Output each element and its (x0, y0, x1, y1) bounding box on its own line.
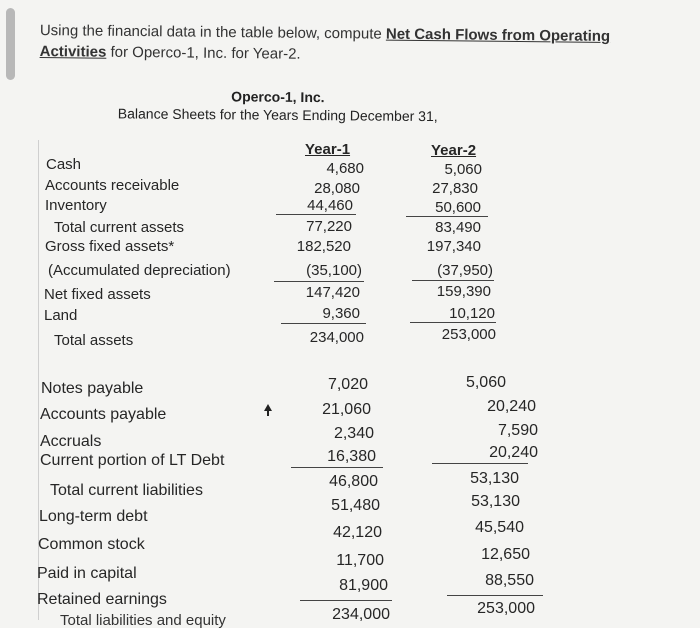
gross-fixed-assets-year1: 182,520 (296, 238, 351, 255)
long-term-debt-year1: 51,480 (331, 497, 380, 514)
accruals-year1: 2,340 (333, 425, 374, 442)
question-emphasis: Net Cash Flows from Operating Activities (39, 25, 611, 61)
long-term-debt-year2: 53,130 (471, 493, 520, 510)
inventory-year2: 50,600 (435, 199, 481, 216)
accumulated-depreciation-year1: (35,100) (306, 262, 362, 279)
row-label-cash: Cash (46, 156, 82, 173)
net-rule-year2 (412, 280, 494, 281)
net-rule-year1 (274, 281, 364, 282)
accruals-year2: 7,590 (497, 422, 538, 439)
total-assets-year1: 234,000 (309, 329, 364, 346)
common-stock-year1: 42,120 (333, 524, 382, 541)
retained-earnings-year2: 88,550 (485, 572, 534, 589)
row-label-paid-in-capital: Paid in capital (37, 565, 137, 582)
total-current-liabilities-year2: 53,130 (470, 470, 519, 487)
row-label-net-fixed-assets: Net fixed assets (44, 286, 151, 303)
row-label-current-portion-lt-debt: Current portion of LT Debt (40, 452, 225, 469)
land-year2: 10,120 (449, 305, 495, 322)
question-suffix: for Operco-1, Inc. for Year-2. (106, 43, 301, 63)
column-header-year2: Year-2 (431, 142, 477, 159)
total-current-liabilities-year1: 46,800 (329, 473, 378, 490)
total-current-assets-year1: 77,220 (306, 218, 352, 235)
row-label-accumulated-depreciation: (Accumulated depreciation) (48, 262, 231, 279)
row-label-total-liabilities-and-equity: Total liabilities and equity (60, 612, 226, 628)
paid-in-capital-year2: 12,650 (481, 546, 530, 563)
total-rule-year2 (410, 322, 496, 323)
row-label-common-stock: Common stock (38, 536, 145, 553)
row-label-gross-fixed-assets: Gross fixed assets* (45, 238, 175, 255)
row-label-notes-payable: Notes payable (41, 380, 144, 397)
total-liabilities-equity-year1: 234,000 (332, 606, 390, 623)
accounts-payable-year1: 21,060 (322, 401, 371, 418)
row-label-long-term-debt: Long-term debt (39, 508, 148, 525)
row-label-total-current-liabilities: Total current liabilities (50, 482, 203, 499)
row-label-land: Land (44, 307, 78, 324)
row-label-inventory: Inventory (45, 197, 107, 214)
row-label-retained-earnings: Retained earnings (37, 591, 167, 608)
notes-payable-year2: 5,060 (465, 374, 506, 391)
common-stock-year2: 45,540 (475, 519, 524, 536)
company-name: Operco-1, Inc. (231, 88, 325, 106)
total-liabilities-equity-year2: 253,000 (477, 600, 535, 617)
subtotal-rule-year2 (406, 216, 488, 217)
liabilities-subtotal-rule-year2 (432, 463, 528, 464)
column-header-year1: Year-1 (305, 141, 351, 158)
accounts-receivable-year1: 28,080 (314, 180, 360, 197)
notes-payable-year1: 7,020 (327, 376, 368, 393)
accumulated-depreciation-year2: (37,950) (437, 262, 493, 279)
accounts-receivable-year2: 27,830 (432, 180, 478, 197)
paid-in-capital-year1: 11,700 (336, 552, 384, 569)
net-fixed-assets-year2: 159,390 (436, 283, 491, 300)
cash-year1: 4,680 (326, 160, 364, 177)
question-prefix: Using the financial data in the table below, compute (39, 21, 387, 43)
land-year1: 9,360 (322, 305, 360, 322)
liabilities-subtotal-rule-year1 (291, 467, 383, 468)
row-label-accounts-payable: Accounts payable (40, 406, 167, 423)
subtotal-rule-year1 (276, 214, 356, 215)
row-label-accruals: Accruals (40, 433, 102, 450)
cash-year2: 5,060 (444, 161, 482, 178)
net-fixed-assets-year1: 147,420 (305, 284, 360, 301)
total-assets-year2: 253,000 (441, 326, 496, 343)
grand-total-rule-year2 (447, 595, 543, 596)
inventory-year1: 44,460 (307, 197, 353, 214)
retained-earnings-year1: 81,900 (339, 577, 388, 594)
gross-fixed-assets-year2: 197,340 (426, 238, 481, 255)
row-label-total-current-assets: Total current assets (54, 219, 185, 236)
row-label-total-assets: Total assets (54, 332, 134, 349)
current-portion-lt-debt-year2: 20,240 (489, 444, 538, 461)
statement-title: Balance Sheets for the Years Ending December 31, (117, 105, 438, 125)
grand-total-rule-year1 (300, 600, 392, 601)
pointer-cursor-icon (262, 402, 274, 418)
total-rule-year1 (281, 323, 366, 324)
accounts-payable-year2: 20,240 (487, 398, 536, 415)
row-label-accounts-receivable: Accounts receivable (45, 177, 180, 194)
total-current-assets-year2: 83,490 (435, 219, 481, 236)
current-portion-lt-debt-year1: 16,380 (327, 448, 376, 465)
